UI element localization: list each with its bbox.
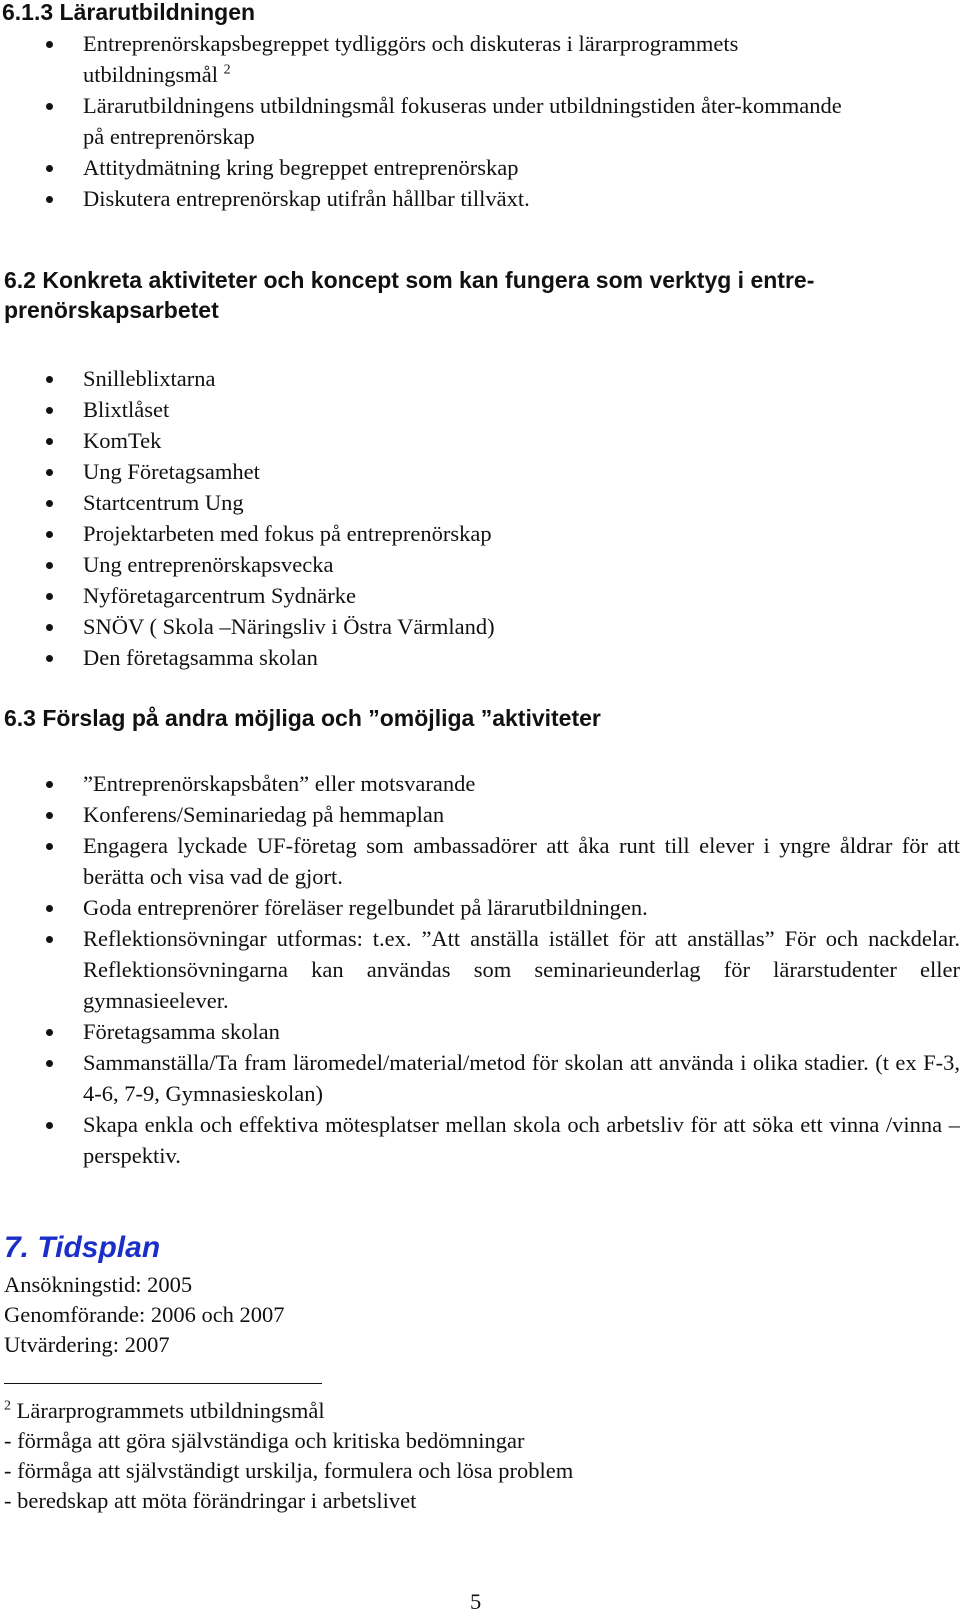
list-item-text: Diskutera entreprenörskap utifrån hållbar tillväxt. [83,186,530,211]
list-item [0,394,960,425]
schedule-line: Genomförande: 2006 och 2007 [4,1302,285,1327]
list-item [0,549,960,580]
list-item [0,580,960,611]
section-heading-6-3: 6.3 Förslag på andra möjliga och ”omöjliga ”aktiviteter [4,705,601,731]
list-item-text: Projektarbeten med fokus på entreprenörskap [83,521,492,546]
list-item [0,1109,960,1171]
bullet-list-6-3 [0,768,960,1171]
bullet-list-6-1-3 [0,28,960,214]
list-item [0,487,960,518]
section-heading-7: 7. Tidsplan [4,1231,161,1264]
list-item [0,425,960,456]
list-item-text: SNÖV ( Skola –Näringsliv i Östra Värmland) [83,614,495,639]
list-item [0,1047,960,1109]
footnote-line: - beredskap att möta förändringar i arbetslivet [4,1488,417,1513]
footnote-ref: 2 [223,62,231,78]
list-item-text: Entreprenörskapsbegreppet tydliggörs och diskuteras i lärarprogrammets utbildningsmål [83,31,739,87]
list-item [0,799,960,830]
section-heading-6-2: 6.2 Konkreta aktiviteter och koncept som kan fungera som verktyg i entre-prenörskapsarbetet [4,267,815,323]
list-item-text: Lärarutbildningens utbildningsmål fokuseras under utbildningstiden åter-kommande på entreprenörskap [83,93,842,149]
list-item-text: ”Entreprenörskapsbåten” eller motsvarande [83,771,476,796]
list-item [0,28,843,90]
list-item-text: Skapa enkla och effektiva mötesplatser mellan skola och arbetsliv för att söka ett vinna /vinna –perspektiv. [83,1112,960,1168]
list-item-text: Nyföretagarcentrum Sydnärke [83,583,357,608]
list-item [0,183,960,214]
list-item [0,518,960,549]
list-item-text: Företagsamma skolan [83,1019,280,1044]
list-item-text: Konferens/Seminariedag på hemmaplan [83,802,445,827]
list-item [0,830,960,892]
list-item-text: Goda entreprenörer föreläser regelbundet på lärarutbildningen. [83,895,648,920]
footnote-number: 2 [4,1398,11,1414]
section-heading-6-1-3: 6.1.3 Lärarutbildningen [2,0,256,25]
footnote-line: - förmåga att självständigt urskilja, formulera och lösa problem [4,1458,574,1483]
footnote-line: - förmåga att göra självständiga och kritiska bedömningar [4,1428,525,1453]
list-item-text: Ung entreprenörskapsvecka [83,552,334,577]
list-item [0,363,960,394]
schedule-block [4,1270,285,1360]
list-item-text: Attitydmätning kring begreppet entreprenörskap [83,155,519,180]
list-item [0,892,960,923]
list-item-text: Engagera lyckade UF-företag som ambassadörer att åka runt till elever i yngre åldrar för att berätta och visa vad de gjort. [83,833,960,889]
list-item [0,923,960,1016]
page-number: 5 [470,1589,482,1614]
footnote [4,1396,573,1516]
list-item [0,456,960,487]
schedule-line: Ansökningstid: 2005 [4,1272,193,1297]
list-item [0,152,960,183]
list-item [0,1016,960,1047]
list-item [0,90,843,152]
schedule-line: Utvärdering: 2007 [4,1332,170,1357]
list-item-text: Ung Företagsamhet [83,459,260,484]
list-item [0,642,960,673]
footnote-title: Lärarprogrammets utbildningsmål [16,1398,325,1423]
list-item [0,768,960,799]
list-item-text: Den företagsamma skolan [83,645,318,670]
list-item-text: Startcentrum Ung [83,490,244,515]
list-item-text: Sammanställa/Ta fram läromedel/material/metod för skolan att använda i olika stadier. (t ex F-3, 4-6, 7-9, Gymnasieskolan) [83,1050,960,1106]
list-item-text: Snilleblixtarna [83,366,216,391]
list-item-text: Blixtlåset [83,397,170,422]
bullet-list-6-2 [0,363,960,673]
list-item-text: Reflektionsövningar utformas: t.ex. ”Att anställa istället för att anställas” För och nackdelar. Reflektionsövningarna kan användas som seminarieunderlag för lärarstudenter eller gymnasieelever. [83,926,960,1013]
footnote-separator [4,1383,322,1384]
list-item [0,611,960,642]
list-item-text: KomTek [83,428,162,453]
